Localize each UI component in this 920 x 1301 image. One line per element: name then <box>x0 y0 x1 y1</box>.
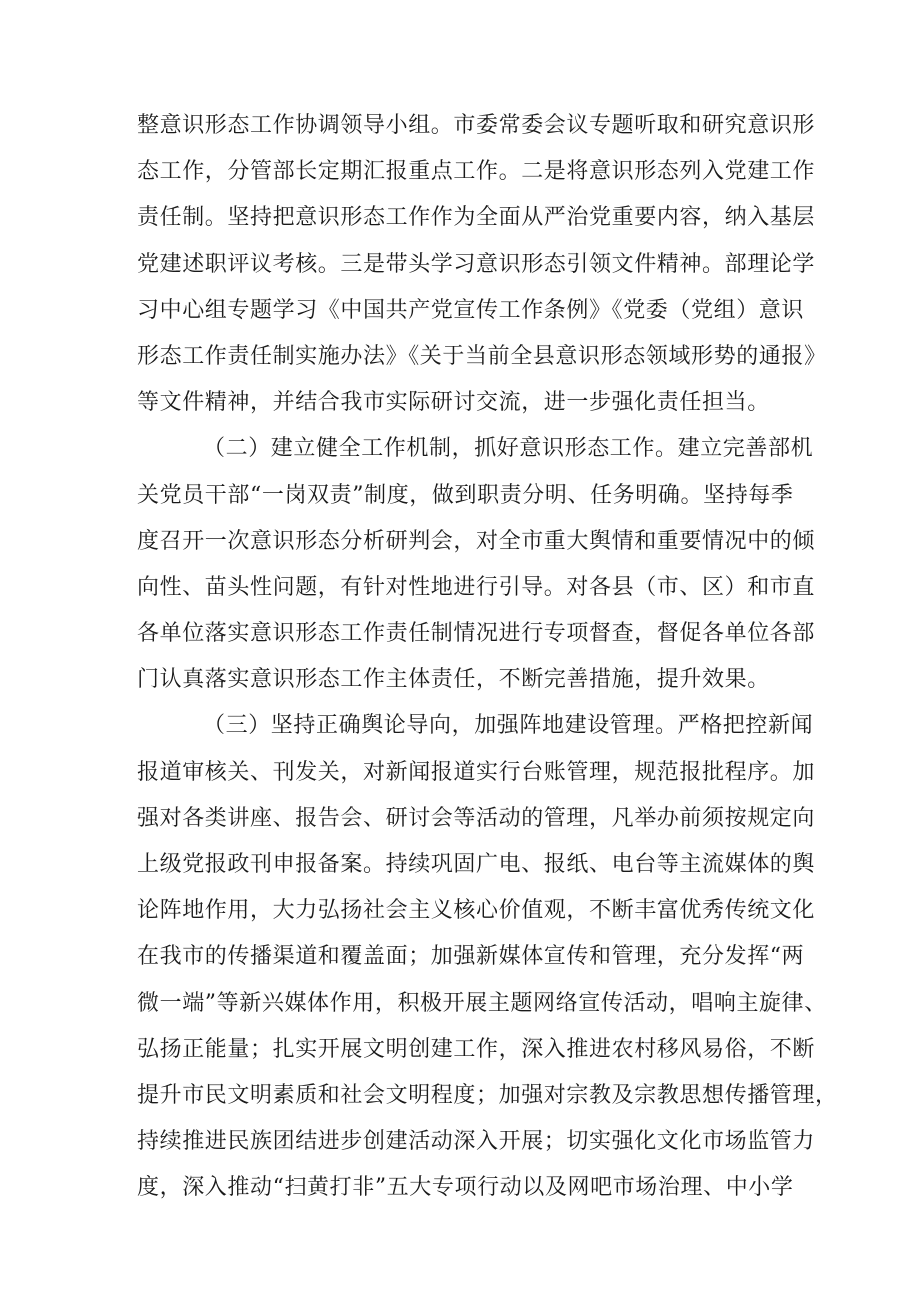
text-line: 度召开一次意识形态分析研判会，对全市重大舆情和重要情况中的倾 <box>137 528 816 554</box>
text-line: 关党员干部“一岗双责”制度，做到职责分明、任务明确。坚持每季 <box>137 482 794 508</box>
document-body <box>137 103 838 1212</box>
text-line: 在我市的传播渠道和覆盖面；加强新媒体宣传和管理，充分发挥“两 <box>137 944 805 970</box>
paragraph-section-3 <box>137 703 838 1211</box>
text-line: 度，深入推动“扫黄打非”五大专项行动以及网吧市场治理、中小学 <box>137 1175 794 1201</box>
text-line: 态工作，分管部长定期汇报重点工作。二是将意识形态列入党建工作 <box>137 159 816 185</box>
text-line: 上级党报政刊申报备案。持续巩固广电、报纸、电台等主流媒体的舆 <box>137 852 816 877</box>
text-line: 报道审核关、刊发关，对新闻报道实行台账管理，规范报批程序。加 <box>137 759 816 785</box>
text-line: 门认真落实意识形态工作主体责任，不断完善措施，提升效果。 <box>137 667 770 693</box>
text-line: 等文件精神，并结合我市实际研讨交流，进一步强化责任担当。 <box>137 390 770 416</box>
text-line: 整意识形态工作协调领导小组。市委常委会议专题听取和研究意识形 <box>137 113 816 138</box>
paragraph-section-2 <box>137 426 816 703</box>
text-line: 论阵地作用，大力弘扬社会主义核心价值观，不断丰富优秀传统文化 <box>137 898 816 924</box>
text-line: 微一端”等新兴媒体作用，积极开展主题网络宣传活动，唱响主旋律、 <box>137 990 827 1016</box>
text-line: 弘扬正能量；扎实开展文明创建工作，深入推进农村移风易俗，不断 <box>137 1036 816 1062</box>
text-line: 形态工作责任制实施办法》《关于当前全县意识形态领域形势的通报》 <box>137 343 827 369</box>
paragraph-leadership <box>137 103 827 426</box>
text-line: 习中心组专题学习《中国共产党宣传工作条例》《党委（党组）意识 <box>137 297 805 323</box>
text-line: 责任制。坚持把意识形态工作作为全面从严治党重要内容，纳入基层 <box>137 205 816 231</box>
text-line: 提升市民文明素质和社会文明程度；加强对宗教及宗教思想传播管理， <box>137 1082 838 1108</box>
text-line: 向性、苗头性问题，有针对性地进行引导。对各县（市、区）和市直 <box>137 574 816 600</box>
section-heading-line: （三）坚持正确舆论导向，加强阵地建设管理。严格把控新闻 <box>203 713 814 739</box>
section-heading-line: （二）建立健全工作机制，抓好意识形态工作。建立完善部机 <box>203 436 814 462</box>
text-line: 强对各类讲座、报告会、研讨会等活动的管理，凡举办前须按规定向 <box>137 805 816 831</box>
text-line: 持续推进民族团结进步创建活动深入开展；切实强化文化市场监管力 <box>137 1129 816 1155</box>
text-line: 党建述职评议考核。三是带头学习意识形态引领文件精神。部理论学 <box>137 251 816 277</box>
text-line: 各单位落实意识形态工作责任制情况进行专项督查，督促各单位各部 <box>137 621 816 647</box>
